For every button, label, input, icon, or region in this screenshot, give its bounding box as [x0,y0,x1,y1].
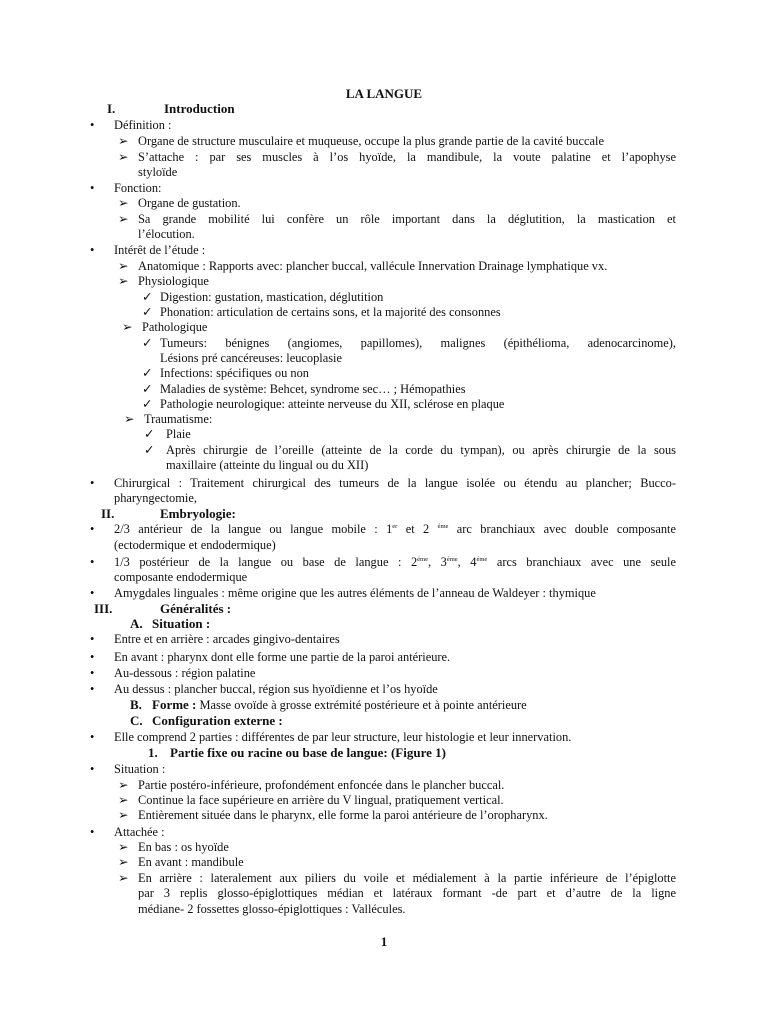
check-marker: ✓ [142,305,153,319]
bullet-marker: • [90,632,95,646]
bullet-marker: • [90,118,95,132]
page-number: 1 [380,934,388,949]
part-situation-item-3: Entièrement située dans le pharynx, elle forme la paroi antérieure de l’oropharynx. [138,808,548,822]
definition-item-2: S’attache : par ses muscles à l’os hyoïde, la mandibule, la voute palatine et l’apophyse [138,150,676,164]
section-number-3: III. [94,601,113,616]
section-title-generalites: Généralités : [160,601,232,616]
forme-line: Forme : Masse ovoïde à grosse extrémité postérieure et à pointe antérieure [152,697,527,712]
check-marker: ✓ [142,397,153,411]
subsection-letter-c: C. [130,713,143,728]
embryologie-item-2-cont: composante endodermique [114,570,248,584]
configuration-item-1: Elle comprend 2 parties : différentes de par leur structure, leur histologie et leur innervation. [114,730,572,744]
situation-item-4: Au dessus : plancher buccal, région sus hyoïdienne et l’os hyoïde [114,682,438,696]
attachee-item-2: En avant : mandibule [138,855,244,869]
pathologique-item-1: Tumeurs: bénignes (angiomes, papillomes), malignes (épithélioma, adenocarcinome), [160,336,676,350]
traumatisme-item-2-cont: maxillaire (atteinte du lingual ou du XII) [166,458,369,472]
arrow-marker: ➢ [118,196,129,210]
physiologique-item-2: Phonation: articulation de certains sons, et la majorité des consonnes [160,305,501,319]
arrow-marker: ➢ [118,212,129,226]
pathologique-item-4: Pathologie neurologique: atteinte nerveuse du XII, sclérose en plaque [160,397,505,411]
part-situation-label: Situation : [114,762,166,776]
check-marker: ✓ [142,336,153,350]
fonction-item-1: Organe de gustation. [138,196,241,210]
subsection-letter-b: B. [130,697,142,712]
arrow-marker: ➢ [124,412,135,426]
part-situation-item-2: Continue la face supérieure en arrière du V lingual, pratiquement vertical. [138,793,504,807]
definition-item-1: Organe de structure musculaire et muqueuse, occupe la plus grande partie de la cavité buccale [138,134,604,148]
bullet-marker: • [90,555,95,569]
bullet-marker: • [90,650,95,664]
check-marker: ✓ [142,366,153,380]
embryologie-item-2: 1/3 postérieur de la langue ou base de langue : $2^{éme}$, $3^{éme}$, $4^{éme}$ arcs branchiaux avec une seule [114,555,676,569]
arrow-marker: ➢ [118,150,129,164]
document-title: LA LANGUE [345,86,423,101]
section-title-introduction: Introduction [164,101,235,116]
arrow-marker: ➢ [118,793,129,807]
arrow-marker: ➢ [118,274,129,288]
anatomique-item: Anatomique : Rapports avec: plancher buccal, vallécule Innervation Drainage lymphatique vx. [138,259,608,273]
embryologie-item-3: Amygdales linguales : même origine que les autres éléments de l’anneau de Waldeyer : thymique [114,586,596,600]
situation-item-1: Entre et en arrière : arcades gingivo-dentaires [114,632,340,646]
subsection-title-situation: Situation : [152,616,211,631]
situation-item-3: Au-dessous : région palatine [114,666,256,680]
attachee-item-3-cont: par 3 replis glosso-épiglottiques médian et latéraux formant -de part et d’autre de la ligne [138,886,676,900]
arrow-marker: ➢ [118,871,129,885]
pathologique-item-1-cont: Lésions pré cancéreuses: leucoplasie [160,351,342,365]
attachee-label: Attachée : [114,825,165,839]
fonction-label: Fonction: [114,181,162,195]
physiologique-label: Physiologique [138,274,209,288]
interet-label: Intérêt de l’étude : [114,243,206,257]
arrow-marker: ➢ [118,855,129,869]
physiologique-item-1: Digestion: gustation, mastication, déglutition [160,290,384,304]
bullet-marker: • [90,682,95,696]
definition-item-2-cont: styloïde [138,165,178,179]
pathologique-item-2: Infections: spécifiques ou non [160,366,309,380]
pathologique-label: Pathologique [142,320,208,334]
pathologique-item-3: Maladies de système: Behcet, syndrome sec… ; Hémopathies [160,382,466,396]
arrow-marker: ➢ [118,808,129,822]
section-title-embryologie: Embryologie: [160,506,236,521]
bullet-marker: • [90,666,95,680]
check-marker: ✓ [142,290,153,304]
arrow-marker: ➢ [122,320,133,334]
arrow-marker: ➢ [118,134,129,148]
part-number-1: 1. [148,745,158,760]
situation-item-2: En avant : pharynx dont elle forme une partie de la paroi antérieure. [114,650,451,664]
fonction-item-2: Sa grande mobilité lui confère un rôle important dans la déglutition, la mastication et [138,212,676,226]
attachee-item-1: En bas : os hyoïde [138,840,229,854]
chirurgical-item-cont: pharyngectomie, [114,491,197,505]
check-marker: ✓ [144,427,155,441]
part-title-1: Partie fixe ou racine ou base de langue: (Figure 1) [170,745,446,760]
fonction-item-2-cont: l’élocution. [138,227,195,241]
bullet-marker: • [90,522,95,536]
section-number-2: II. [101,506,115,521]
attachee-item-3-end: médiane- 2 fossettes glosso-épiglottiques : Vallécules. [138,902,406,916]
bullet-marker: • [90,730,95,744]
part-situation-item-1: Partie postéro-inférieure, profondément enfoncée dans le plancher buccal. [138,778,505,792]
traumatisme-item-1: Plaie [166,427,191,441]
bullet-marker: • [90,243,95,257]
check-marker: ✓ [144,443,155,457]
bullet-marker: • [90,476,95,490]
bullet-marker: • [90,762,95,776]
attachee-item-3: En arrière : lateralement aux piliers du voile et médialement à la partie inférieure de l’épiglotte [138,871,676,885]
bullet-marker: • [90,181,95,195]
chirurgical-item: Chirurgical : Traitement chirurgical des tumeurs de la langue isolée ou étendu au plancher; Bucco- [114,476,676,490]
embryologie-item-1: 2/3 antérieur de la langue ou langue mobile : 1er et 2 $^{éme}$ arc branchiaux avec double composante [114,522,676,536]
subsection-letter-a: A. [130,616,143,631]
bullet-marker: • [90,825,95,839]
section-number-1: I. [107,101,116,116]
traumatisme-label: Traumatisme: [144,412,213,426]
traumatisme-item-2: Après chirurgie de l’oreille (atteinte de la corde du tympan), ou après chirurgie de la sous [166,443,676,457]
arrow-marker: ➢ [118,259,129,273]
definition-label: Définition : [114,118,172,132]
subsection-title-configuration: Configuration externe : [152,713,283,728]
check-marker: ✓ [142,382,153,396]
arrow-marker: ➢ [118,840,129,854]
bullet-marker: • [90,586,95,600]
embryologie-item-1-cont: (ectodermique et endodermique) [114,538,276,552]
arrow-marker: ➢ [118,778,129,792]
